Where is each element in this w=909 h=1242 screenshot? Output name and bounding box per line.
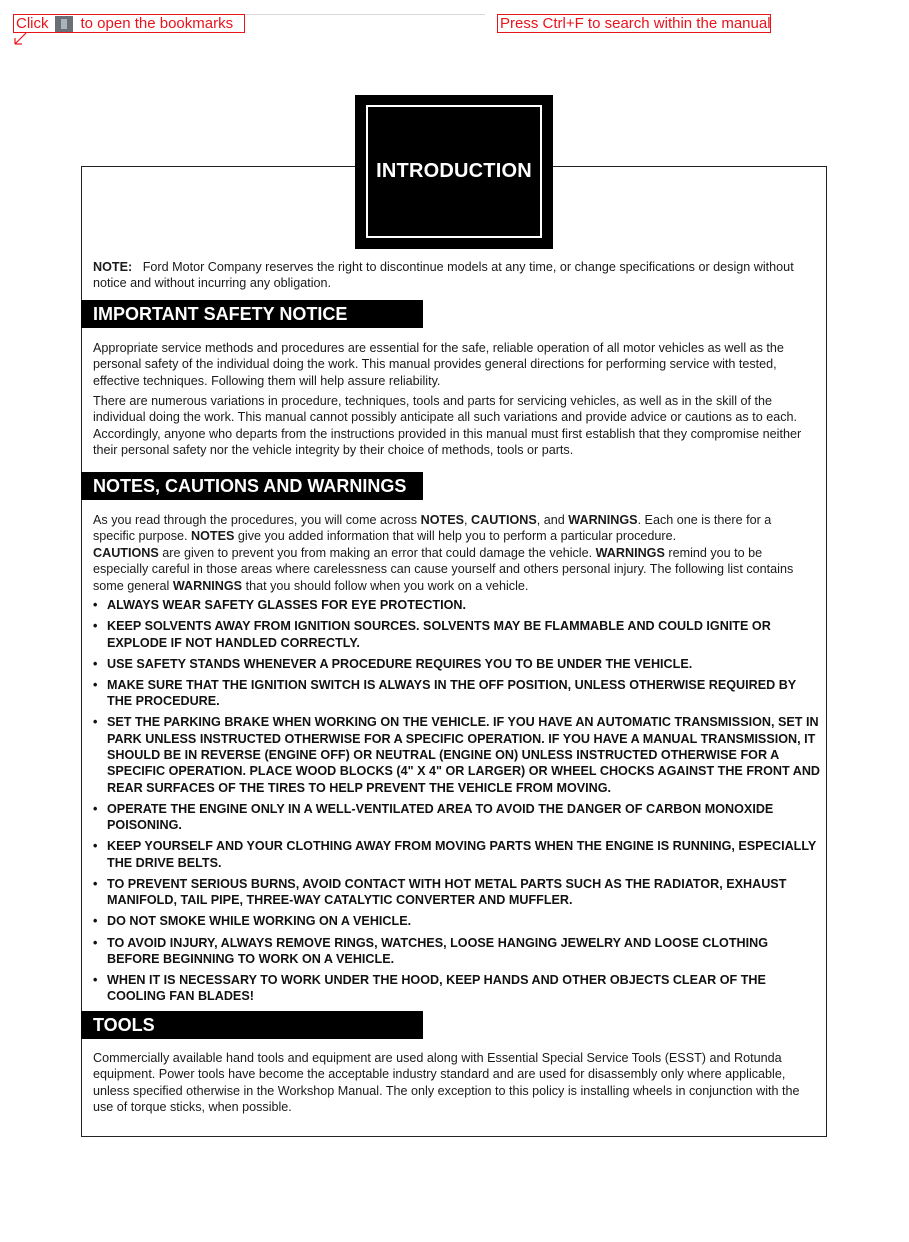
intro-bold: WARNINGS — [568, 513, 638, 527]
warning-item: • WHEN IT IS NECESSARY TO WORK UNDER THE HOOD, KEEP HANDS AND OTHER OBJECTS CLEAR OF THE COOLING FAN BLADES! — [93, 972, 823, 1005]
warning-item: • TO PREVENT SERIOUS BURNS, AVOID CONTACT WITH HOT METAL PARTS SUCH AS THE RADIATOR, EXHAUST MANIFOLD, TAIL PIPE, THREE-WAY CATALYTIC CONVERTER AND MUFFLER. — [93, 876, 823, 909]
arrow-down-left-icon — [12, 32, 28, 46]
warning-item: • KEEP SOLVENTS AWAY FROM IGNITION SOURCES. SOLVENTS MAY BE FLAMMABLE AND COULD IGNITE OR EXPLODE IF NOT HANDLED CORRECTLY. — [93, 618, 823, 651]
warning-item: • MAKE SURE THAT THE IGNITION SWITCH IS ALWAYS IN THE OFF POSITION, UNLESS OTHERWISE REQUIRED BY THE PROCEDURE. — [93, 677, 823, 710]
warning-item: • SET THE PARKING BRAKE WHEN WORKING ON THE VEHICLE. IF YOU HAVE AN AUTOMATIC TRANSMISSION, SET IN PARK UNLESS INSTRUCTED OTHERWISE FOR A SPECIFIC OPERATION. IF YOU HAVE A MANUAL TRANSMISSION, IT SHOULD BE IN REVERSE (ENGINE OFF) OR NEUTRAL (ENGINE ON) UNLESS INSTRUCTED OTHERWISE FOR A SPECIFIC OPERATION. PLACE WOOD BLOCKS (4" X 4" OR LARGER) OR WHEEL CHOCKS AGAINST THE FRONT AND REAR SURFACES OF THE TIRES TO HELP PREVENT THE VEHICLE FROM MOVING. — [93, 714, 823, 796]
warning-item: • DO NOT SMOKE WHILE WORKING ON A VEHICLE. — [93, 913, 823, 929]
note-paragraph — [93, 259, 815, 292]
intro-text: give you added information that will help you to perform a particular procedure. — [234, 529, 677, 544]
note-label: NOTE: — [93, 260, 133, 274]
intro-bold: CAUTIONS — [93, 545, 159, 560]
warning-item: • OPERATE THE ENGINE ONLY IN A WELL-VENTILATED AREA TO AVOID THE DANGER OF CARBON MONOXIDE POISONING. — [93, 801, 823, 834]
intro-bold: CAUTIONS — [471, 513, 537, 527]
note-text: Ford Motor Company reserves the right to discontinue models at any time, or change specifications or design without notice and without incurring any obligation. — [93, 260, 794, 291]
intro-text: that you should follow when you work on a vehicle. — [242, 578, 529, 593]
bookmarks-hint[interactable] — [13, 14, 245, 33]
intro-bold: WARNINGS — [595, 545, 665, 560]
section-heading-warnings: NOTES, CAUTIONS AND WARNINGS — [81, 472, 423, 500]
safety-paragraph-1: Appropriate service methods and procedures are essential for the safe, reliable operation of all motor vehicles as well as the personal safety of the individual doing the work. This manual provides general directions for performing service with tested, effective techniques. Following them will help assure reliability. — [93, 341, 784, 388]
section-heading-safety: IMPORTANT SAFETY NOTICE — [81, 300, 423, 328]
warnings-list — [93, 597, 823, 1010]
page-title: INTRODUCTION — [366, 105, 542, 238]
intro-text: , and — [536, 513, 569, 527]
intro-text: As you read through the procedures, you will come across — [93, 513, 421, 527]
warning-item: • ALWAYS WEAR SAFETY GLASSES FOR EYE PROTECTION. — [93, 597, 823, 613]
intro-text: . Each one is there for a specific purpose. — [93, 513, 772, 544]
warning-item: • KEEP YOURSELF AND YOUR CLOTHING AWAY FROM MOVING PARTS WHEN THE ENGINE IS RUNNING, ESPECIALLY THE DRIVE BELTS. — [93, 838, 823, 871]
warning-item: • USE SAFETY STANDS WHENEVER A PROCEDURE REQUIRES YOU TO BE UNDER THE VEHICLE. — [93, 656, 823, 672]
intro-bold: NOTES — [420, 513, 464, 527]
bookmarks-hint-prefix: Click — [16, 14, 49, 32]
section-heading-tools: TOOLS — [81, 1011, 423, 1039]
warning-item: • TO AVOID INJURY, ALWAYS REMOVE RINGS, WATCHES, LOOSE HANGING JEWELRY AND LOOSE CLOTHING BEFORE BEGINNING TO WORK ON A VEHICLE. — [93, 935, 823, 968]
top-divider — [243, 14, 485, 15]
warnings-intro — [93, 512, 815, 594]
intro-text: , — [464, 513, 471, 527]
intro-bold: NOTES — [191, 529, 235, 544]
intro-text: are given to prevent you from making an error that could damage the vehicle. — [158, 545, 596, 560]
search-hint[interactable]: Press Ctrl+F to search within the manual — [497, 14, 771, 33]
bookmarks-hint-suffix: to open the bookmarks — [80, 14, 234, 32]
intro-text: remind you to be especially careful in those areas where carelessness can cause yourself and others personal injury. The following list contains some general — [93, 545, 794, 593]
safety-paragraph-2: There are numerous variations in procedure, techniques, tools and parts for servicing vehicles, as well as in the skill of the individual doing the work. This manual cannot possibly anticipate all such variations and provide advice or cautions as to each. Accordingly, anyone who departs from the instructions provided in this manual must first establish that they compromise neither their personal safety nor the vehicle integrity by their choice of methods, tools or parts. — [93, 394, 802, 458]
intro-bold: WARNINGS — [172, 578, 243, 593]
bookmark-icon[interactable] — [55, 16, 73, 32]
tools-paragraph: Commercially available hand tools and equipment are used along with Essential Special Service Tools (ESST) and Rotunda equipment. Power tools have become the acceptable industry standard and are used for disassembly only where applicable, unless specified otherwise in the Workshop Manual. The only exception to this policy is installing wheels in conjunction with the use of torque sticks, when possible. — [93, 1051, 800, 1115]
title-box — [355, 95, 553, 249]
